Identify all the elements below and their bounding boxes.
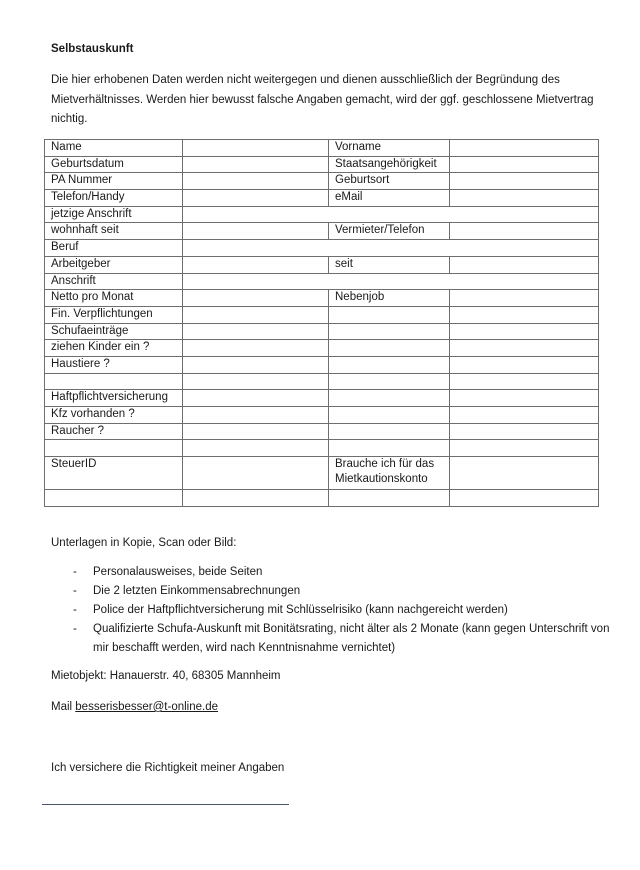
- field-value-input[interactable]: [450, 156, 599, 173]
- document-title: Selbstauskunft: [51, 43, 134, 55]
- intro-paragraph: Die hier erhobenen Daten werden nicht weitergegen und dienen ausschließlich der Begründung des Mietverhältnisses. Werden hier bewusst falsche Angaben gemacht, wird der ggf. geschlossene Mietvertrag nichtig.: [51, 74, 594, 125]
- field-label: seit: [329, 256, 450, 273]
- field-value-input[interactable]: [183, 440, 329, 457]
- list-item-text: Police der Haftpflichtversicherung mit Schlüsselrisiko (kann nachgereicht werden): [93, 604, 508, 616]
- list-item: [51, 601, 611, 620]
- field-value-input[interactable]: [183, 223, 329, 240]
- form-row: [45, 140, 599, 157]
- field-label: Fin. Verpflichtungen: [45, 306, 183, 323]
- field-value-input[interactable]: [183, 140, 329, 157]
- field-label: Nebenjob: [329, 290, 450, 307]
- form-row: [45, 240, 599, 257]
- field-value-input[interactable]: [450, 457, 599, 490]
- field-label: Arbeitgeber: [45, 256, 183, 273]
- field-value-input[interactable]: [183, 156, 329, 173]
- affirmation-text: Ich versichere die Richtigkeit meiner Angaben: [51, 762, 285, 774]
- form-row: [45, 407, 599, 424]
- field-label: Staatsangehörigkeit: [329, 156, 450, 173]
- form-row: [45, 440, 599, 457]
- field-value-input[interactable]: [450, 440, 599, 457]
- field-value-input[interactable]: [183, 190, 329, 207]
- form-row: [45, 306, 599, 323]
- bullet-dash-icon: -: [73, 585, 77, 597]
- field-value-input[interactable]: [450, 323, 599, 340]
- bullet-dash-icon: -: [73, 623, 77, 635]
- list-item-text: Qualifizierte Schufa-Auskunft mit Bonitätsrating, nicht älter als 2 Monate (kann gegen Unterschrift von mir beschafft werden, wird nach Kenntnisnahme vernichtet): [93, 623, 610, 654]
- field-label: Schufaeinträge: [45, 323, 183, 340]
- form-row: [45, 323, 599, 340]
- property-address: Mietobjekt: Hanauerstr. 40, 68305 Mannheim: [51, 670, 281, 682]
- form-row: [45, 290, 599, 307]
- field-label: Beruf: [45, 240, 183, 257]
- field-value-input[interactable]: [450, 223, 599, 240]
- form-row: [45, 340, 599, 357]
- field-value-input[interactable]: [450, 306, 599, 323]
- form-row: [45, 223, 599, 240]
- field-value-input[interactable]: [450, 423, 599, 440]
- field-label: Vorname: [329, 140, 450, 157]
- field-label: Kfz vorhanden ?: [45, 407, 183, 424]
- field-label: [329, 356, 450, 373]
- documents-heading: Unterlagen in Kopie, Scan oder Bild:: [51, 537, 237, 549]
- field-label: [329, 407, 450, 424]
- field-label: eMail: [329, 190, 450, 207]
- field-value-input[interactable]: [450, 190, 599, 207]
- field-value-input[interactable]: [183, 390, 329, 407]
- form-row: [45, 373, 599, 390]
- field-value-input[interactable]: [183, 323, 329, 340]
- list-item: [51, 582, 611, 601]
- field-label: [329, 440, 450, 457]
- field-value-input[interactable]: [450, 290, 599, 307]
- form-row: [45, 273, 599, 290]
- field-label: [329, 323, 450, 340]
- field-value-input[interactable]: [450, 407, 599, 424]
- field-label: wohnhaft seit: [45, 223, 183, 240]
- form-row: [45, 356, 599, 373]
- field-label: [329, 490, 450, 507]
- field-label: [329, 423, 450, 440]
- field-label: jetzige Anschrift: [45, 206, 183, 223]
- list-item-text: Personalausweises, beide Seiten: [93, 566, 263, 578]
- form-row: [45, 457, 599, 490]
- form-row: [45, 423, 599, 440]
- field-label: [329, 373, 450, 390]
- field-value-input[interactable]: [183, 306, 329, 323]
- field-label: Haustiere ?: [45, 356, 183, 373]
- field-value-input[interactable]: [183, 407, 329, 424]
- form-row: [45, 490, 599, 507]
- signature-line[interactable]: [42, 804, 289, 805]
- field-label: ziehen Kinder ein ?: [45, 340, 183, 357]
- form-row: [45, 173, 599, 190]
- field-value-input[interactable]: [183, 423, 329, 440]
- field-value-input[interactable]: [183, 356, 329, 373]
- field-value-input[interactable]: [183, 273, 599, 290]
- field-value-input[interactable]: [183, 340, 329, 357]
- field-value-input[interactable]: [450, 356, 599, 373]
- documents-list: [51, 563, 611, 658]
- field-value-input[interactable]: [183, 240, 599, 257]
- field-label: Name: [45, 140, 183, 157]
- field-label: [329, 340, 450, 357]
- field-value-input[interactable]: [183, 457, 329, 490]
- field-label: Vermieter/Telefon: [329, 223, 450, 240]
- field-label: Anschrift: [45, 273, 183, 290]
- field-value-input[interactable]: [450, 340, 599, 357]
- field-value-input[interactable]: [450, 140, 599, 157]
- field-value-input[interactable]: [183, 490, 329, 507]
- bullet-dash-icon: -: [73, 566, 77, 578]
- field-label: Brauche ich für das Mietkautionskonto: [329, 457, 450, 490]
- contact-mail: [51, 701, 218, 713]
- mail-link[interactable]: besserisbesser@t-online.de: [75, 701, 218, 713]
- field-value-input[interactable]: [183, 173, 329, 190]
- list-item: [51, 620, 611, 658]
- field-value-input[interactable]: [450, 490, 599, 507]
- field-label: PA Nummer: [45, 173, 183, 190]
- form-row: [45, 156, 599, 173]
- field-label: Geburtsort: [329, 173, 450, 190]
- field-value-input[interactable]: [183, 373, 329, 390]
- field-label: SteuerID: [45, 457, 183, 490]
- form-row: [45, 206, 599, 223]
- field-label: Haftpflichtversicherung: [45, 390, 183, 407]
- field-value-input[interactable]: [450, 173, 599, 190]
- list-item: [51, 563, 611, 582]
- field-label: [45, 490, 183, 507]
- form-row: [45, 256, 599, 273]
- field-label: Telefon/Handy: [45, 190, 183, 207]
- field-value-input[interactable]: [183, 206, 599, 223]
- field-label: Netto pro Monat: [45, 290, 183, 307]
- list-item-text: Die 2 letzten Einkommensabrechnungen: [93, 585, 301, 597]
- field-label: [329, 390, 450, 407]
- field-label: Raucher ?: [45, 423, 183, 440]
- bullet-dash-icon: -: [73, 604, 77, 616]
- form-row: [45, 190, 599, 207]
- field-label: [45, 373, 183, 390]
- field-value-input[interactable]: [450, 390, 599, 407]
- field-value-input[interactable]: [450, 256, 599, 273]
- self-disclosure-form-table: [44, 139, 599, 507]
- field-label: [329, 306, 450, 323]
- field-label: Geburtsdatum: [45, 156, 183, 173]
- field-value-input[interactable]: [183, 290, 329, 307]
- field-label: [45, 440, 183, 457]
- mail-label: Mail: [51, 701, 76, 713]
- form-row: [45, 390, 599, 407]
- field-value-input[interactable]: [450, 373, 599, 390]
- field-value-input[interactable]: [183, 256, 329, 273]
